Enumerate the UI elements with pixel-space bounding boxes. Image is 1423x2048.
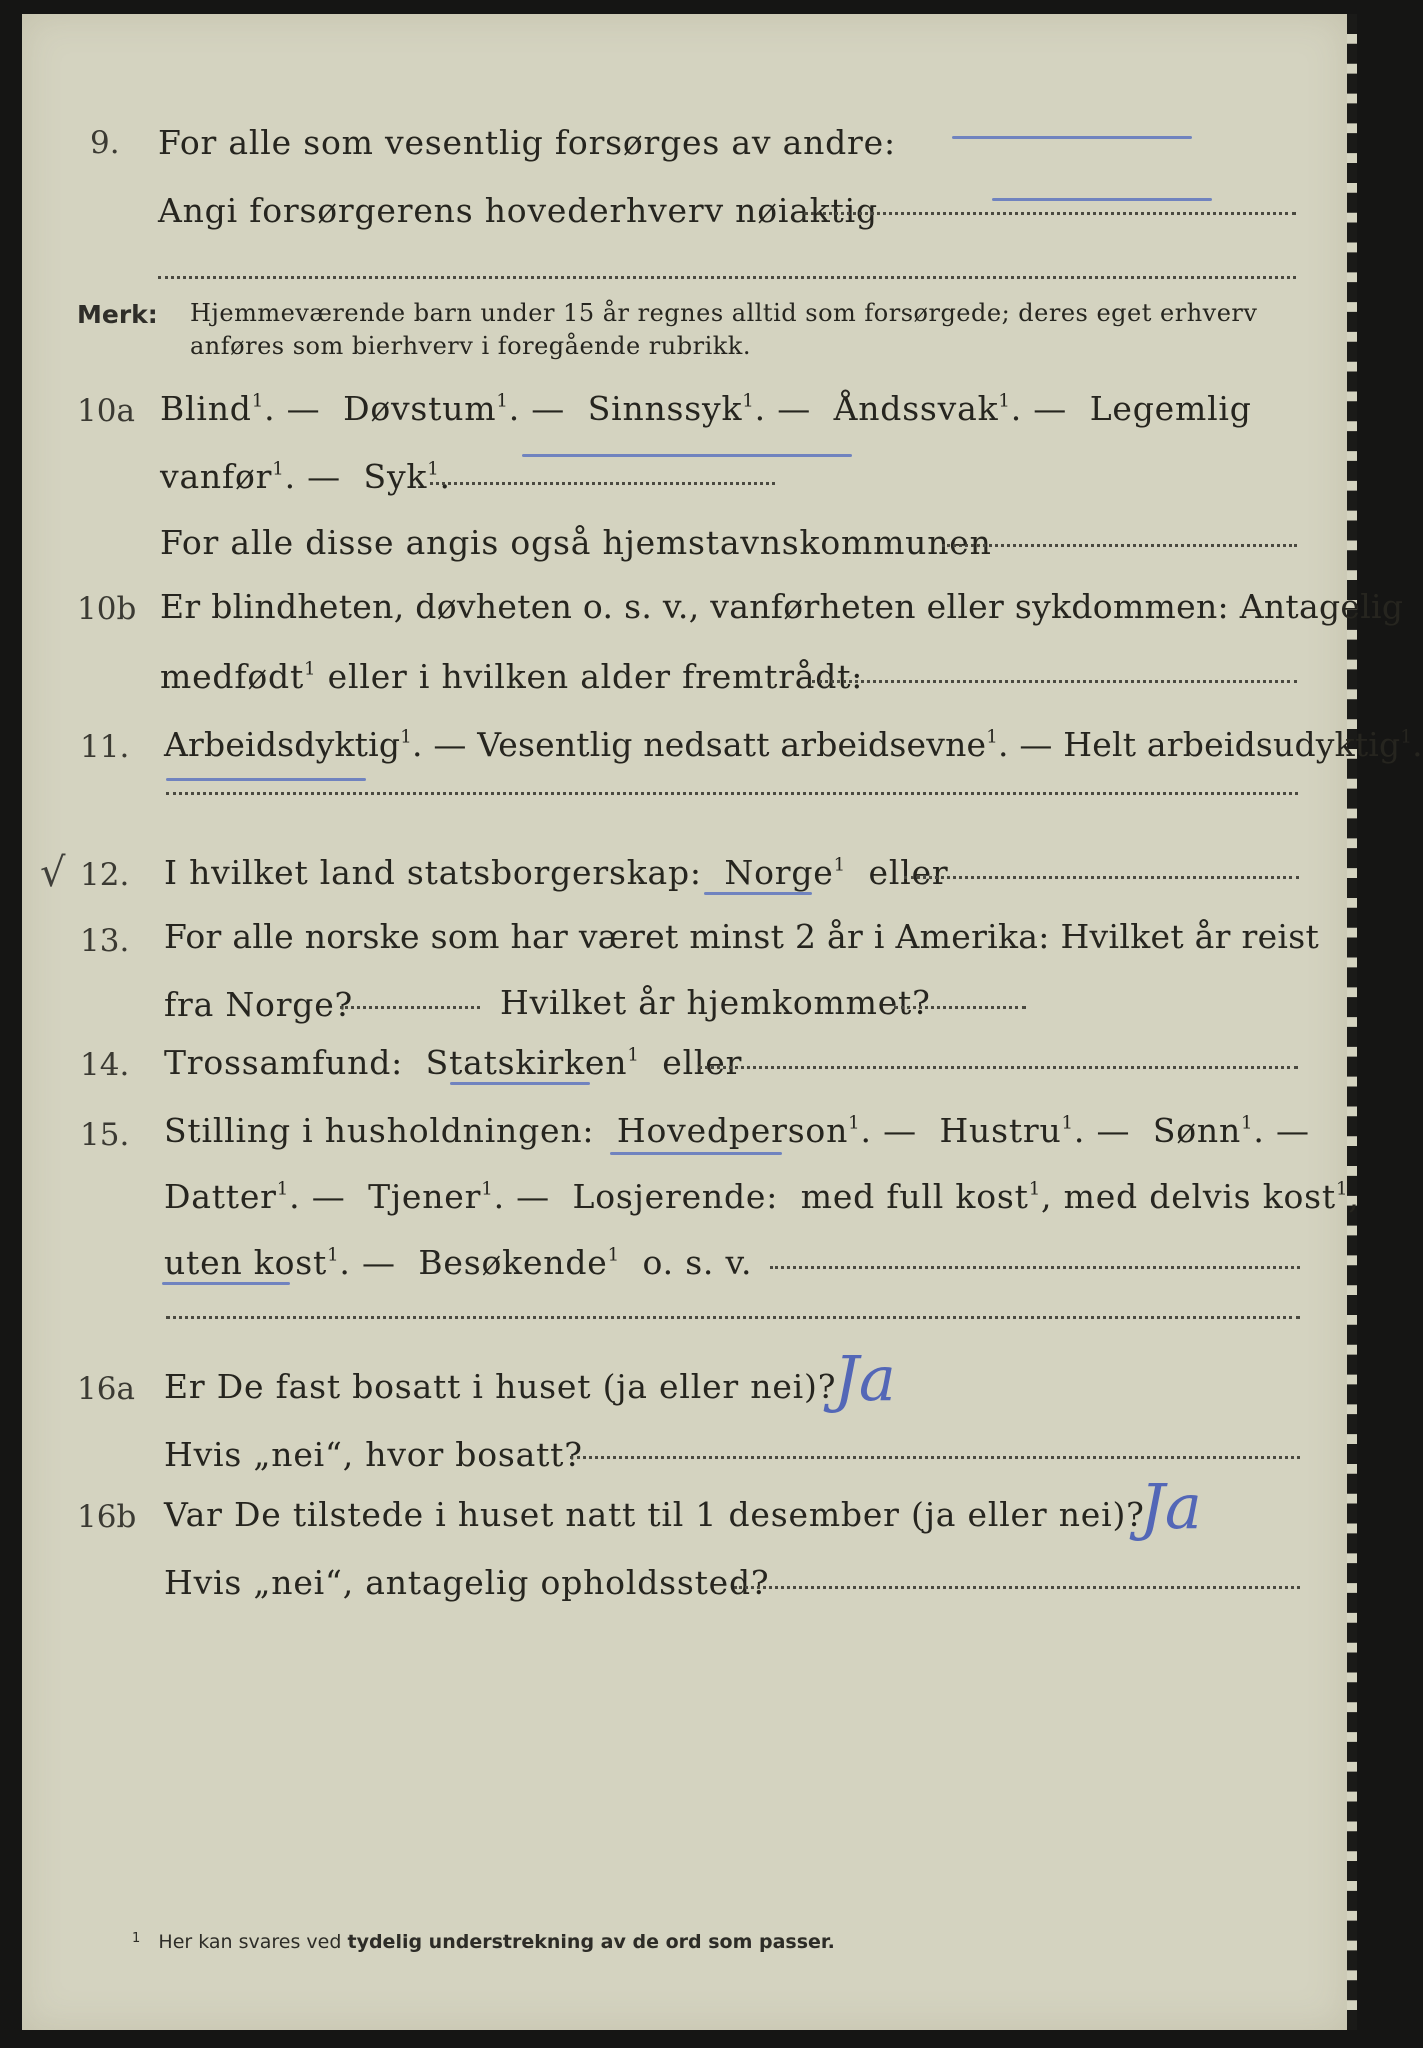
q16b-question: Var De tilstede i huset natt til 1 desember (ja eller nei)? <box>164 1495 1145 1534</box>
answer-line <box>570 1456 1300 1459</box>
q10a-options-line2: vanfør$^1$. — Syk$^1$. <box>160 457 451 496</box>
option-vanfor: vanfør <box>160 457 273 496</box>
ink-underline-norge <box>704 892 812 895</box>
q14-prefix: Trossamfund: <box>164 1043 404 1082</box>
q15-line3: uten kost$^1$. — Besøkende$^1$ o. s. v. <box>164 1243 753 1282</box>
answer-line <box>430 482 775 485</box>
q9-question: For alle som vesentlig forsørges av andre: <box>158 123 896 162</box>
option-delvis-kost: med delvis kost <box>1063 1177 1336 1216</box>
q9-subquestion: Angi forsørgerens hovederhverv nøiaktig <box>158 191 878 230</box>
answer-line <box>812 680 1297 683</box>
q14-suffix: eller <box>662 1043 743 1082</box>
q16a-number: 16a <box>77 1371 135 1407</box>
q12-question: I hvilket land statsborgerskap: Norge$^1$ eller <box>164 853 949 892</box>
footnote-text: Her kan svares ved <box>158 1931 342 1953</box>
footnote-text-bold: tydelig understrekning av de ord som passer. <box>347 1931 835 1953</box>
answer-line <box>698 1066 1298 1069</box>
option-datter: Datter <box>164 1177 277 1216</box>
option-dovstum: Døvstum <box>343 389 497 428</box>
q11-options: Arbeidsdyktig$^1$. — Vesentlig nedsatt arbeidsevne$^1$. — Helt arbeidsudyktig$^1$. <box>164 725 1423 764</box>
q10a-options-line1: Blind$^1$. — Døvstum$^1$. — Sinnssyk$^1$. — Åndssvak$^1$. — Legemlig <box>160 389 1252 428</box>
ink-underline-statskirken <box>450 1082 590 1085</box>
q10b-line2: medfødt$^1$ eller i hvilken alder fremtrådt: <box>160 657 864 696</box>
option-full-kost: med full kost <box>800 1177 1029 1216</box>
answer-line <box>942 544 1297 547</box>
q14-number: 14. <box>80 1047 130 1083</box>
option-norge: Norge <box>724 853 834 892</box>
answer-line <box>166 1316 1300 1319</box>
ink-underline-uten-kost <box>162 1282 290 1285</box>
q12-suffix: eller <box>868 853 949 892</box>
q10a-hometown: For alle disse angis også hjemstavnskommunen <box>160 523 992 562</box>
option-uten-kost: uten kost <box>164 1243 328 1282</box>
census-form-page <box>22 14 1423 2030</box>
answer-line <box>734 1586 1300 1589</box>
option-andssvak: Åndssvak <box>833 389 999 428</box>
merk-label: Merk: <box>77 300 158 329</box>
q16a-hvor-bosatt: Hvis „nei“, hvor bosatt? <box>164 1435 583 1474</box>
answer-line <box>166 792 1298 795</box>
q10b-question: Er blindheten, døvheten o. s. v., vanførheten eller sykdommen: Antagelig <box>160 587 1404 626</box>
ink-dash <box>992 198 1212 201</box>
option-hustru: Hustru <box>939 1111 1062 1150</box>
q12-prefix: I hvilket land statsborgerskap: <box>164 853 702 892</box>
q16a-handwritten-answer: Ja <box>834 1342 896 1415</box>
answer-line <box>770 1266 1300 1269</box>
option-medfodt: medfødt <box>160 657 305 696</box>
answer-line <box>904 876 1299 879</box>
q13-question: For alle norske som har været minst 2 år i Amerika: Hvilket år reist <box>164 917 1320 956</box>
check-mark-icon: √ <box>40 850 66 896</box>
option-hovedperson: Hovedperson <box>616 1111 849 1150</box>
option-sonn: Sønn <box>1152 1111 1242 1150</box>
option-besokende: Besøkende <box>418 1243 608 1282</box>
merk-text-line1: Hjemmeværende barn under 15 år regnes alltid som forsørgede; deres eget erhverv <box>190 299 1258 327</box>
q16a-question: Er De fast bosatt i huset (ja eller nei)? <box>164 1367 837 1406</box>
q15-prefix: Stilling i husholdningen: <box>164 1111 595 1150</box>
option-blind: Blind <box>160 389 252 428</box>
option-nedsatt: Vesentlig nedsatt arbeidsevne <box>477 725 987 764</box>
answer-line <box>894 1006 1026 1009</box>
answer-line <box>340 1006 480 1009</box>
ink-underline-arbeidsdyktig <box>166 778 366 781</box>
ink-dash <box>952 136 1192 139</box>
q12-number: 12. <box>80 857 130 893</box>
q10b-alder: eller i hvilken alder fremtrådt: <box>327 657 864 696</box>
q13-number: 13. <box>80 923 130 959</box>
q10a-number: 10a <box>77 393 135 429</box>
option-legemlig: Legemlig <box>1089 389 1252 428</box>
q15-number: 15. <box>80 1117 130 1153</box>
q16b-opholdssted: Hvis „nei“, antagelig opholdssted? <box>164 1563 770 1602</box>
option-tjener: Tjener <box>368 1177 482 1216</box>
q16b-handwritten-answer: Ja <box>1140 1470 1202 1543</box>
option-losjerende: Losjerende: <box>572 1177 779 1216</box>
q15-line1: Stilling i husholdningen: Hovedperson$^1$. — Hustru$^1$. — Sønn$^1$. — <box>164 1111 1310 1150</box>
q15-osv: o. s. v. <box>642 1243 753 1282</box>
answer-line <box>804 212 1296 215</box>
option-udyktig: Helt arbeidsudyktig <box>1063 725 1401 764</box>
merk-text-line2: anføres som bierhverv i foregående rubrikk. <box>190 332 751 360</box>
option-statskirken: Statskirken <box>425 1043 628 1082</box>
q16b-number: 16b <box>77 1499 137 1535</box>
ink-underline-hovedperson <box>610 1152 782 1155</box>
q10b-number: 10b <box>77 591 137 627</box>
q11-number: 11. <box>80 729 130 765</box>
q14-question: Trossamfund: Statskirken$^1$ eller <box>164 1043 743 1082</box>
answer-line <box>158 276 1296 279</box>
option-syk: Syk <box>363 457 428 496</box>
q9-number: 9. <box>90 125 120 161</box>
option-sinnssyk: Sinnssyk <box>587 389 743 428</box>
option-arbeidsdyktig: Arbeidsdyktig <box>164 725 401 764</box>
q13-reist: fra Norge? <box>164 985 354 1024</box>
ink-dash <box>522 454 852 457</box>
footnote-marker: 1 <box>132 1931 141 1946</box>
footnote <box>132 1932 835 1952</box>
q15-line2: Datter$^1$. — Tjener$^1$. — Losjerende: med full kost$^1$, med delvis kost$^1$, <box>164 1177 1360 1216</box>
q13-hjemkommet: Hvilket år hjemkommet? <box>500 983 931 1022</box>
